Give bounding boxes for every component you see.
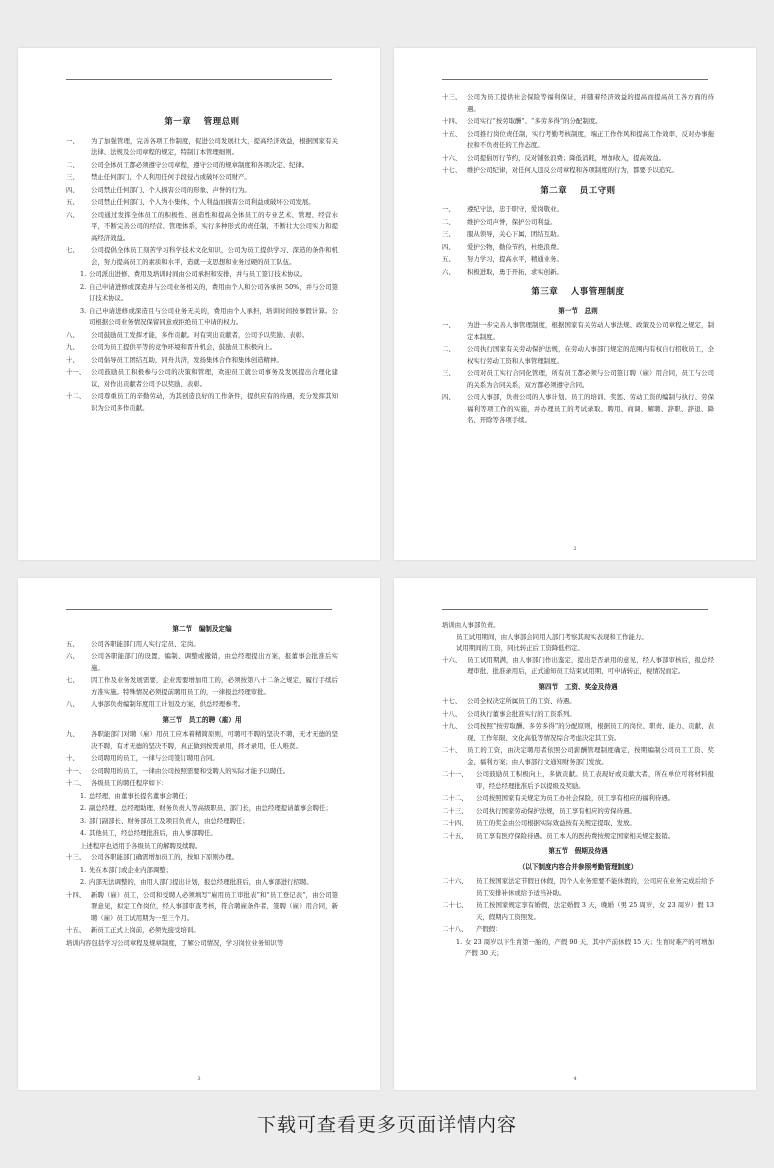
- article-clause: [442, 254, 714, 266]
- clause-number: 一、: [66, 136, 79, 145]
- clause-number: 七、: [66, 246, 79, 254]
- clause-text: 公司执行董事会批准实行的工资系列。: [467, 709, 576, 718]
- article-clause: [442, 709, 714, 721]
- clause-text: 新聘（雇）员工，公司和受聘人必须填写“雇用员工审批表”和“员工登记表”，由公司签署意见，拟定工作岗位，经人事部审查考核，符合聘雇条件者，签聘（雇）用合同，新聘（雇）员工试用期为一至三个月。: [91, 890, 338, 922]
- clause-number: 1.: [80, 865, 87, 874]
- clause-text: 遵纪守法，忠于职守，爱岗敬业。: [467, 205, 563, 213]
- clause-number: 十三、: [66, 853, 86, 861]
- article-clause: [66, 160, 338, 172]
- clause-text: 积极进取，勇于开拓，求实创新。: [467, 267, 563, 276]
- clause-number: 五、: [66, 198, 79, 206]
- article-clause: [442, 655, 714, 678]
- clause-number: 二十一、: [442, 770, 468, 778]
- clause-number: 1.: [80, 270, 87, 278]
- section-heading: （以下制度内容合并参照考勤管理制度）: [518, 862, 638, 871]
- clause-text: 各级员工的聘任程序如下：: [91, 779, 168, 787]
- article-clause: [442, 129, 714, 152]
- clause-number: 二十四、: [442, 819, 468, 827]
- article-clause: [442, 721, 714, 744]
- sub-clause: [66, 791, 338, 803]
- clause-text: 自己申请进修或深造且与公司业务无关的，费用由个人承担，培训时间按事假计算。公司根据公司业务情况保留同意或拒绝员工申请的权力。: [89, 306, 338, 326]
- article-clause: [66, 210, 338, 245]
- article-clause: [442, 217, 714, 229]
- clause-number: 十二、: [66, 779, 86, 787]
- article-clause: [442, 696, 714, 708]
- page-number: 4: [573, 1076, 577, 1082]
- sub-clause: [66, 816, 338, 828]
- clause-text: 公司聘用的员工，一律与公司签订聘用合同。: [91, 754, 219, 762]
- clause-text: 公司全体员工都必须遵守公司章程，遵守公司的规章制度和各项决定、纪律。: [91, 160, 309, 169]
- article-clause: [442, 392, 714, 427]
- article-clause: [66, 699, 338, 711]
- clause-number: 七、: [66, 676, 79, 684]
- clause-text: 因工作及业务发展需要，企业需要增加用工的，必须按第八十二条之规定，履行手续后方准实施。特殊情况必须提前聘用员工的，一律报总经理审批。: [91, 676, 338, 696]
- clause-number: 十六、: [442, 153, 462, 162]
- clause-text: 公司鼓励员工发挥才能，多作贡献。对有突出贡献者，公司予以奖励、表彰。: [91, 330, 309, 339]
- clause-text: 公司按照“按劳取酬、多劳多得”的分配原则，根据员工的岗位、职责、能力、贡献、表现、工作年限、文化高低等情况综合考虑决定其工资。: [467, 722, 714, 742]
- clause-number: 二十五、: [442, 831, 468, 840]
- clause-text: 公司各职能部门用人实行定员、定岗。: [91, 639, 200, 648]
- article-clause: [442, 745, 714, 768]
- clause-text: 副总经理、总经理助理、财务负责人等高级职员、部门长，由总经理提请董事会聘任；: [89, 804, 332, 812]
- clause-text: 内部无法调整的，由用人部门提出计划，报总经理批准后，由人事部进行招聘。: [89, 878, 313, 886]
- sub-clause: [442, 937, 714, 960]
- sub-clause: [66, 282, 338, 305]
- clause-text: 其他员工，经总经理批准后，由人事部聘任。: [89, 829, 217, 837]
- clause-number: 八、: [66, 330, 79, 339]
- article-clause: [66, 245, 338, 268]
- clause-number: 二十二、: [442, 794, 468, 802]
- clause-number: 六、: [66, 652, 79, 660]
- clause-number: 2.: [80, 282, 87, 291]
- chapter-heading: 第三章 人事管理制度: [531, 286, 625, 296]
- article-clause: [442, 924, 714, 936]
- article-clause: [66, 185, 338, 197]
- page-content: [442, 620, 714, 1080]
- clause-text: 公司提倡全体员工刻苦学习科学技术文化知识，公司为员工提供学习、深造的条件和机会，努力提高员工的素质和水平，造就一支思想和业务过硬的员工队伍。: [91, 246, 338, 266]
- article-clause: [66, 367, 338, 390]
- clause-number: 十、: [66, 754, 79, 762]
- article-clause: [66, 753, 338, 765]
- clause-text: 人事部负责编制年度用工计划及方案，供总经理参考。: [91, 700, 245, 708]
- article-clause: [66, 342, 338, 354]
- sub-clause: [66, 877, 338, 889]
- header-rule: [442, 609, 708, 610]
- clause-number: 六、: [442, 267, 455, 276]
- clause-text: 爱护公物，勤俭节约，杜绝浪费。: [467, 242, 563, 251]
- clause-number: 十一、: [66, 766, 86, 775]
- clause-text: 公司派出进修、费用及培训时间由公司承担和安排，并与员工签订技术协议。: [89, 270, 307, 278]
- clause-text: 公司鼓励员工积极向上，多做贡献。员工表现好或贡献大者，所在单位可将材料报审，经总经理批准后予以提级及奖励。: [476, 770, 714, 790]
- download-more-prompt[interactable]: 下载可查看更多页面详情内容: [256, 1114, 517, 1136]
- clause-text: 新员工正式上岗前，必须先接受培训。: [91, 926, 200, 934]
- article-clause: [442, 229, 714, 241]
- paragraph-text: 培训内容包括学习公司章程及规章制度，了解公司情况，学习岗位业务知识等: [66, 938, 284, 947]
- clause-text: 产假假：: [476, 925, 502, 933]
- clause-number: 二、: [442, 217, 455, 226]
- clause-text: 公司实行“按劳取酬”、“多劳多得”的分配制度。: [467, 117, 602, 125]
- article-clause: [442, 242, 714, 254]
- article-clause: [66, 890, 338, 925]
- section-heading: 第五节 假期及待遇: [548, 847, 608, 855]
- clause-number: 三、: [442, 369, 455, 377]
- article-clause: [66, 355, 338, 367]
- clause-number: 三、: [66, 173, 79, 181]
- clause-number: 四、: [66, 185, 79, 194]
- article-clause: [66, 651, 338, 674]
- clause-text: 女 23 周岁以下生育第一胎的，产假 90 天，其中产前休假 15 天；生育时难产的可增加产假 30 天；: [465, 937, 714, 957]
- clause-number: 2.: [80, 804, 87, 812]
- page-content: [66, 620, 338, 1080]
- clause-number: 一、: [442, 321, 455, 329]
- clause-number: 十九、: [442, 722, 462, 730]
- clause-number: 五、: [66, 639, 79, 648]
- clause-number: 十四、: [66, 890, 86, 899]
- article-clause: [66, 172, 338, 184]
- clause-number: 2.: [80, 878, 87, 886]
- clause-number: 九、: [66, 730, 79, 738]
- clause-number: 3.: [80, 816, 87, 825]
- clause-text: 部门副部长、财务部员工及项目负责人，由总经理聘任；: [89, 816, 249, 825]
- page-number: 2: [573, 546, 577, 552]
- article-clause: [66, 778, 338, 790]
- clause-number: 九、: [66, 343, 79, 351]
- article-clause: [442, 793, 714, 805]
- article-clause: [66, 925, 338, 937]
- clause-number: 1.: [456, 937, 463, 946]
- article-clause: [442, 320, 714, 343]
- clause-text: 公司按照国家有关规定为员工办社会保险，员工享有相应的福利待遇。: [476, 794, 675, 802]
- page-content: [442, 92, 714, 550]
- clause-text: 员工按国家规定享有婚假，法定婚假 3 天，晚婚（男 25 周岁、女 23 周岁）假 13 天，假期内工资照发。: [476, 901, 714, 921]
- clause-number: 十七、: [442, 697, 462, 705]
- article-clause: [442, 818, 714, 830]
- clause-number: 十、: [66, 355, 79, 364]
- section-heading: 第三节 员工的聘（雇）用: [162, 715, 242, 724]
- clause-number: 二、: [66, 160, 79, 169]
- clause-number: 二、: [442, 345, 455, 353]
- header-rule: [442, 79, 708, 80]
- article-clause: [66, 639, 338, 651]
- clause-number: 1.: [80, 791, 87, 800]
- article-clause: [442, 368, 714, 391]
- clause-text: 公司提倡厉行节约，反对铺张浪费；降低消耗，增加收入，提高效益。: [467, 153, 666, 162]
- article-clause: [442, 344, 714, 367]
- clause-number: 十五、: [66, 926, 86, 934]
- clause-number: 十四、: [442, 117, 462, 125]
- clause-text: 维护公司纪律，对任何人违反公司章程和各项制度的行为，都要予以追究。: [467, 166, 678, 174]
- article-clause: [442, 153, 714, 165]
- article-clause: [66, 766, 338, 778]
- sub-clause: [66, 306, 338, 329]
- header-rule: [66, 79, 332, 80]
- clause-number: 五、: [442, 255, 455, 263]
- article-clause: [66, 330, 338, 342]
- clause-text: 公司各职能部门的设置，编制、调整或撤销，由总经理提出方案，报董事会批准后实施。: [91, 652, 338, 672]
- clause-text: 为了加强管理，完善各项工作制度，促进公司发展壮大，提高经济效益，根据国家有关法律、法规及公司章程的规定，特制订本管理细则。: [91, 136, 338, 156]
- clause-number: 十六、: [442, 655, 462, 664]
- sub-clause: [66, 803, 338, 815]
- clause-number: 二十七、: [442, 901, 468, 909]
- clause-number: 十三、: [442, 93, 462, 101]
- header-rule: [66, 609, 332, 610]
- clause-text: 公司尊重员工的辛勤劳动，为其创造良好的工作条件，提供应有的待遇，充分发挥其知识为公司多作贡献。: [91, 392, 338, 412]
- clause-text: 公司禁止任何部门、个人损害公司的形象、声誉的行为。: [91, 185, 251, 194]
- article-clause: [442, 831, 714, 843]
- clause-number: 二十六、: [442, 877, 468, 885]
- clause-number: 四、: [442, 242, 455, 251]
- article-clause: [66, 197, 338, 209]
- page-content: [66, 108, 338, 550]
- clause-number: 十五、: [442, 129, 462, 138]
- paragraph-text: 培训由人事部负责。: [442, 621, 500, 629]
- chapter-heading: 第一章 管理总则: [164, 116, 240, 126]
- clause-number: 二十、: [442, 746, 462, 754]
- sub-clause: [66, 865, 338, 877]
- clause-text: 努力学习，提高水平，精通业务。: [467, 255, 563, 263]
- clause-number: 三、: [442, 230, 455, 238]
- article-clause: [442, 116, 714, 128]
- article-clause: [442, 806, 714, 818]
- clause-text: 公司聘用的员工，一律由公司按照需要和受聘人的实际才能予以聘任。: [91, 766, 290, 775]
- document-page-3: [18, 578, 380, 1090]
- document-page-1: [18, 48, 380, 560]
- clause-number: 六、: [66, 210, 79, 219]
- chapter-heading: 第二章 员工守则: [540, 184, 616, 195]
- clause-text: 员工试用期满，由人事部门作出鉴定，提出是否录用的意见，经人事部审核后，报总经理审批，批准录用后，正式通知员工结束试用期，可申请转正，视情况而定。: [467, 655, 714, 675]
- clause-text: 公司执行国家有关劳动保护法规，在劳动人事部门规定的范围内有权自行招收员工，全权实行劳动工资和人事管理制度。: [467, 345, 714, 365]
- article-clause: [66, 391, 338, 414]
- clause-number: 十八、: [442, 709, 462, 718]
- article-clause: [442, 900, 714, 923]
- clause-text: 员工的工资，由决定聘用者依照公司薪酬管理制度确定，按期编制公司员工工资、奖金、福利方案；由人事部行文通知财务部门发放。: [467, 746, 714, 766]
- document-page-4: [394, 578, 756, 1090]
- clause-number: 二十八、: [442, 925, 468, 933]
- article-clause: [442, 92, 714, 115]
- clause-text: 公司对员工实行合同化管理，所有员工都必须与公司签订聘（雇）用合同，员工与公司的关系为合同关系，双方都必须遵守合同。: [467, 369, 714, 389]
- article-clause: [66, 136, 338, 159]
- section-heading: 第二节 编制及定编: [172, 625, 232, 633]
- clause-text: 公司通过发挥全体员工的积极性、创造性和提高全体员工的专业艺术、管理、经营水平，不断完善公司的经营、管理体系，实行多种形式的责任制，不断壮大公司实力和提高经济效益。: [91, 210, 338, 242]
- clause-text: 员工的奖金由公司根据实际效益按有关规定提取、发放。: [476, 819, 636, 827]
- sub-clause: [66, 269, 338, 281]
- clause-text: 公司禁止任何部门、个人为小集体、个人利益而损害公司利益或破坏公司发展。: [91, 198, 315, 206]
- paragraph-text: 员工试用期间，由人事部会同用人部门考察其现实表现和工作能力。: [456, 632, 648, 641]
- article-clause: [442, 769, 714, 792]
- clause-number: 十二、: [66, 392, 86, 400]
- clause-number: 3.: [80, 306, 87, 315]
- clause-number: 十一、: [66, 368, 86, 376]
- clause-text: 禁止任何部门、个人利用任何手段侵占或破坏公司财产。: [91, 173, 251, 181]
- article-clause: [442, 267, 714, 279]
- clause-number: 四、: [442, 393, 455, 401]
- article-clause: [442, 165, 714, 177]
- clause-number: 一、: [442, 205, 455, 213]
- clause-text: 公司为员工提供社会保险等福利保证，并随着经济效益的提高而提高员工各方面的待遇。: [467, 93, 714, 113]
- page-number: 3: [197, 1076, 201, 1082]
- clause-text: 总经理，由董事长提名董事会聘任；: [89, 791, 192, 800]
- clause-text: 维护公司声誉，保护公司利益。: [467, 217, 557, 226]
- clause-text: 公司各职能部门确需增加员工的，按如下原则办理。: [91, 853, 238, 861]
- document-page-2: [394, 48, 756, 560]
- clause-text: 公司人事部，负责公司的人事计划、员工的培训、奖惩、劳动工资的编制与执行、劳保福利等项工作的实施，并办理员工的考试录取、聘用、商调、解聘、辞职、辞退、降名、开除等各项手续。: [467, 393, 714, 424]
- article-clause: [442, 204, 714, 216]
- clause-number: 4.: [80, 829, 87, 837]
- clause-text: 员工享有医疗保险待遇。员工本人的医药费按规定国家相关规定报销。: [476, 831, 675, 840]
- clause-number: 十七、: [442, 166, 462, 174]
- paragraph-text: 上述程序也适用于各级员工的解聘及续聘。: [80, 841, 202, 850]
- clause-text: 公司全权决定所属员工的工资、待遇。: [467, 697, 576, 705]
- clause-text: 为进一步完善人事管理制度，根据国家有关劳动人事法规、政策及公司章程之规定，制定本制度。: [467, 321, 714, 341]
- clause-text: 公司鼓励员工积极参与公司的决策和管理，欢迎员工就公司事务及发展提出合理化建议，对作出贡献者公司予以奖励、表彰。: [91, 368, 338, 388]
- clause-text: 服从领导，关心下属，团结互助。: [467, 230, 563, 238]
- clause-text: 各职能部门对聘（雇）用员工应本着精简原则，可聘可不聘的坚决不聘，无才无德的坚决不聘，有才无德的坚决不聘，真正做到按需录用，择才录用，任人唯贤。: [91, 730, 338, 750]
- clause-number: 八、: [66, 700, 79, 708]
- paragraph-text: 试用期间的工资，同比转正后工资降低档定。: [456, 644, 584, 652]
- clause-text: 公司为员工提供平等的竞争环境和晋升机会，鼓励员工积极向上。: [91, 343, 277, 351]
- article-clause: [66, 729, 338, 752]
- sub-clause: [66, 828, 338, 840]
- article-clause: [442, 876, 714, 899]
- clause-text: 员工按国家法定节假日休假，因个人业务需要不能休假的，公司应在业务完成后给予员工安排补休或给予适当补助。: [476, 877, 714, 897]
- article-clause: [66, 852, 338, 864]
- article-clause: [66, 675, 338, 698]
- clause-text: 先在本部门或企业内部调整；: [89, 865, 173, 874]
- section-heading: 第一节 总则: [558, 306, 598, 315]
- section-heading: 第四节 工资、奖金及待遇: [538, 682, 618, 691]
- clause-text: 自己申请进修或深造并与公司业务相关的，费用由个人和公司各承担 50%，并与公司签订技术协议。: [89, 282, 338, 302]
- clause-text: 公司倡导员工团结互助，同舟共济，发扬集体合作和集体创造精神。: [91, 355, 283, 364]
- clause-text: 公司执行国家劳动保护法规，员工享有相应的劳保待遇。: [476, 806, 636, 815]
- clause-text: 公司推行岗位责任制，实行考勤考核制度，端正工作作风和提高工作效率，反对办事拖拉和不负责任的工作态度。: [467, 129, 714, 149]
- clause-number: 二十三、: [442, 806, 468, 815]
